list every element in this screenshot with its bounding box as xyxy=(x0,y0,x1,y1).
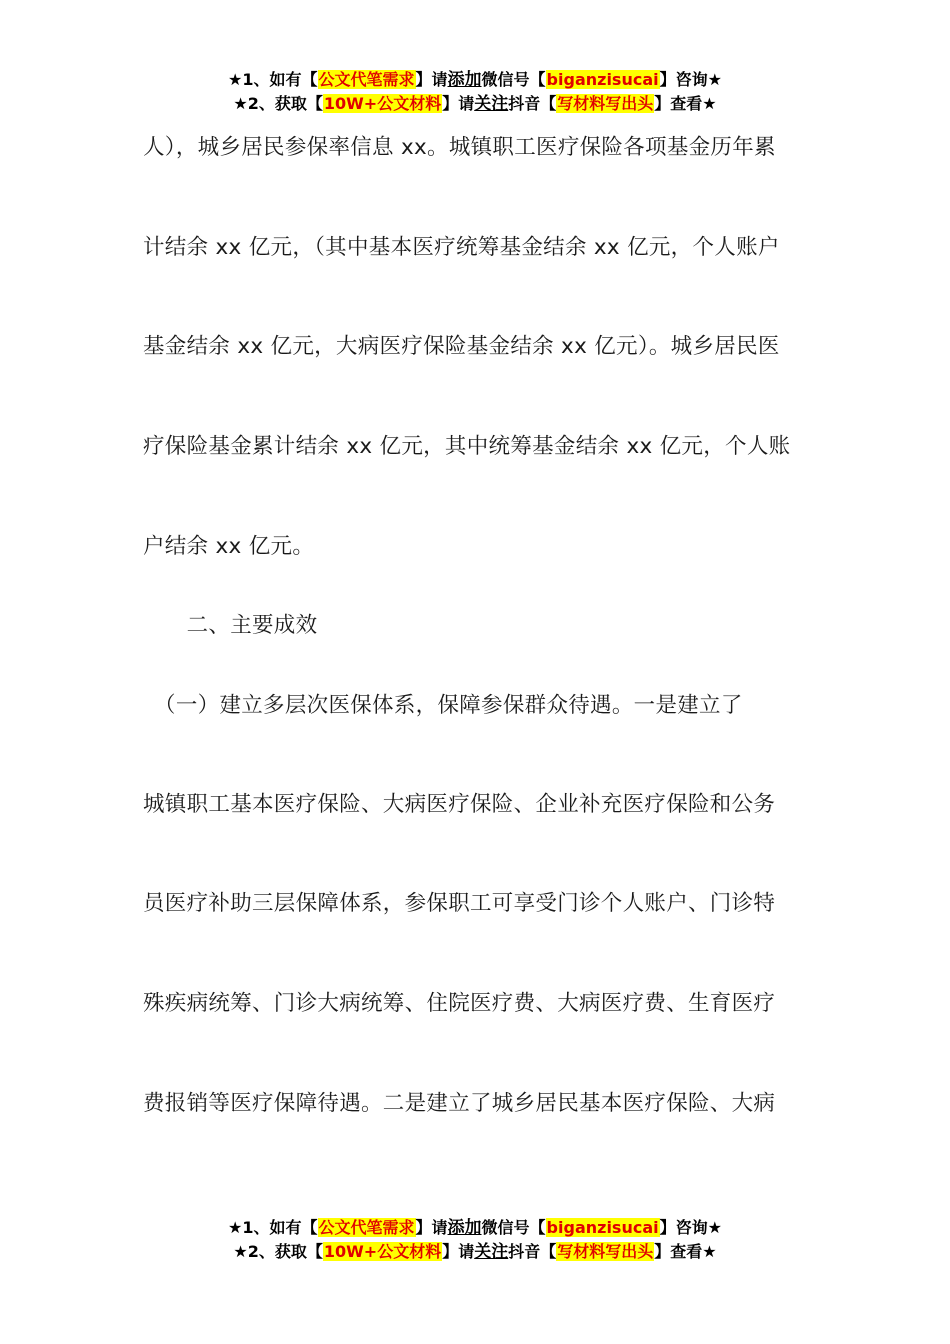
promo-text: 】查看★ xyxy=(654,94,717,113)
promo-banner-bottom xyxy=(0,1216,950,1264)
promo-text: ★2、获取【 xyxy=(233,94,323,113)
body-line: 员医疗补助三层保障体系，参保职工可享受门诊个人账户、门诊特 xyxy=(143,891,776,916)
promo-highlight: 10W+公文材料 xyxy=(323,1242,442,1261)
section-heading: 二、主要成效 xyxy=(143,613,318,638)
promo-highlight: 写材料写出头 xyxy=(557,1242,654,1261)
promo-underline: 添加 xyxy=(447,1218,482,1238)
body-line: 人），城乡居民参保率信息 xx。城镇职工医疗保险各项基金历年累 xyxy=(143,135,776,160)
promo-text: 微信号【 xyxy=(481,1218,546,1237)
promo-highlight: biganzisucai xyxy=(546,1218,659,1237)
promo-underline: 添加 xyxy=(447,70,482,90)
promo-highlight: 公文代笔需求 xyxy=(318,70,415,89)
promo-line-1 xyxy=(0,1216,950,1240)
promo-text: 】咨询★ xyxy=(659,1218,722,1237)
promo-text: 】查看★ xyxy=(654,1242,717,1261)
promo-text: 】咨询★ xyxy=(659,70,722,89)
promo-underline: 关注 xyxy=(474,94,509,114)
promo-text: 】请 xyxy=(415,1218,448,1237)
promo-text: 】请 xyxy=(442,94,475,113)
promo-text: ★1、如有【 xyxy=(228,70,318,89)
subsection-heading: （一）建立多层次医保体系，保障参保群众待遇。一是建立了 xyxy=(143,693,743,718)
body-line: 户结余 xx 亿元。 xyxy=(143,534,315,559)
promo-highlight: 10W+公文材料 xyxy=(323,94,442,113)
body-line: 城镇职工基本医疗保险、大病医疗保险、企业补充医疗保险和公务 xyxy=(143,792,776,817)
promo-text: 抖音【 xyxy=(508,1242,557,1261)
promo-text: ★1、如有【 xyxy=(228,1218,318,1237)
body-line: 疗保险基金累计结余 xx 亿元，其中统筹基金结余 xx 亿元，个人账 xyxy=(143,434,791,459)
promo-text: 抖音【 xyxy=(508,94,557,113)
promo-text: 】请 xyxy=(415,70,448,89)
body-line: 计结余 xx 亿元，（其中基本医疗统筹基金结余 xx 亿元，个人账户 xyxy=(143,235,780,260)
body-line: 殊疾病统筹、门诊大病统筹、住院医疗费、大病医疗费、生育医疗 xyxy=(143,991,776,1016)
promo-line-2 xyxy=(0,1240,950,1264)
promo-underline: 关注 xyxy=(474,1242,509,1262)
promo-text: 】请 xyxy=(442,1242,475,1261)
promo-highlight: 公文代笔需求 xyxy=(318,1218,415,1237)
promo-text: ★2、获取【 xyxy=(233,1242,323,1261)
body-line: 基金结余 xx 亿元，大病医疗保险基金结余 xx 亿元）。城乡居民医 xyxy=(143,334,780,359)
promo-highlight: biganzisucai xyxy=(546,70,659,89)
promo-text: 微信号【 xyxy=(481,70,546,89)
promo-highlight: 写材料写出头 xyxy=(557,94,654,113)
body-line: 费报销等医疗保障待遇。二是建立了城乡居民基本医疗保险、大病 xyxy=(143,1091,776,1116)
